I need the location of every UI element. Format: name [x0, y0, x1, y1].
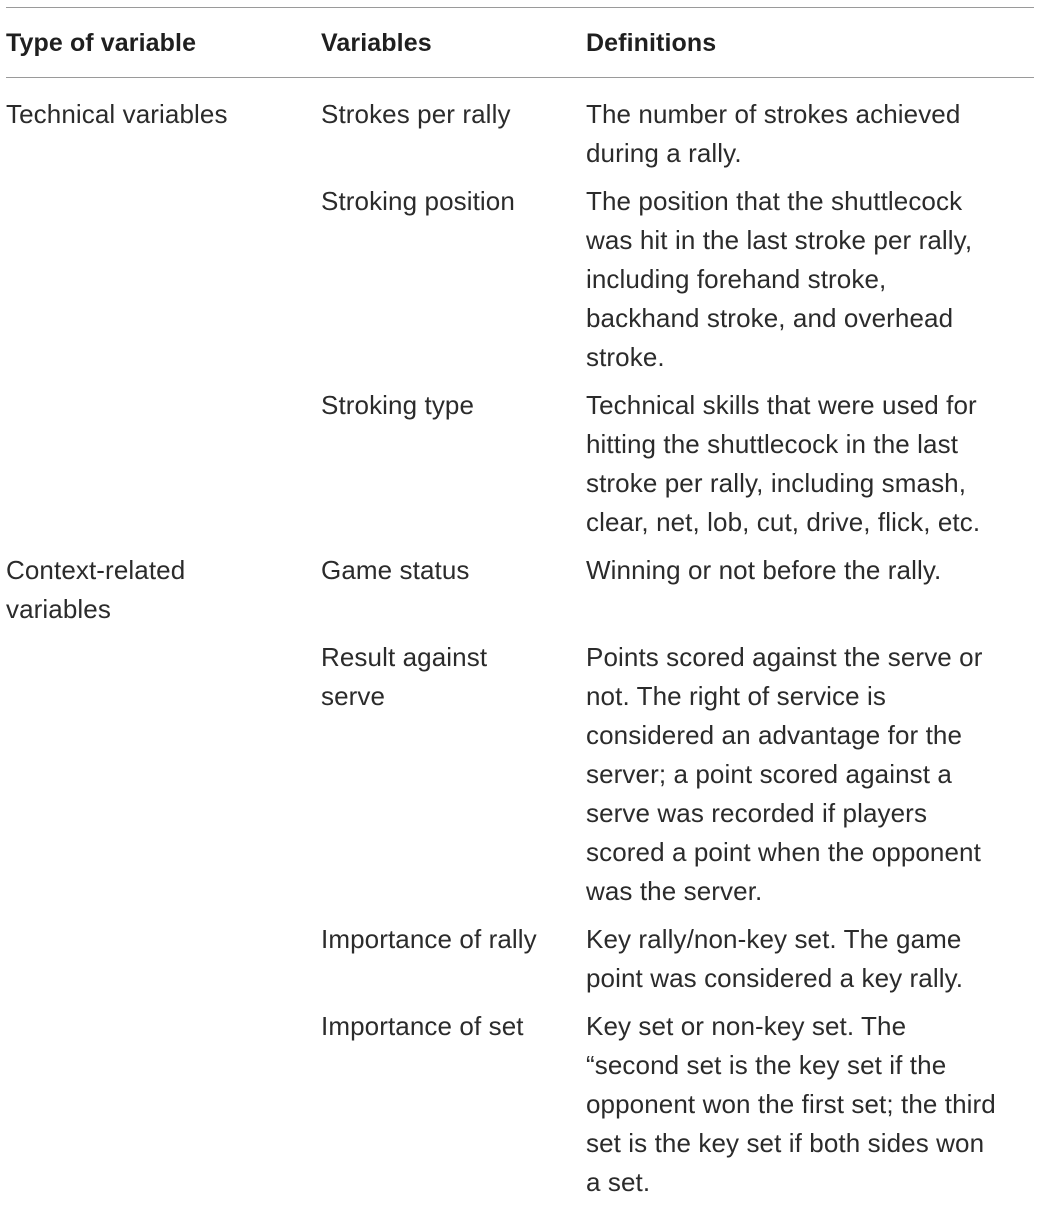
definition-line: was hit in the last stroke per rally,: [586, 225, 973, 255]
table-body: [6, 78, 1040, 1211]
variable-line: Importance of set: [321, 1011, 524, 1041]
table-row: [321, 1007, 1036, 1202]
table-row: [321, 95, 1036, 173]
variable-cell: [321, 95, 586, 134]
header-variables: Variables: [321, 28, 432, 57]
definition-line: stroke per rally, including smash,: [586, 468, 967, 498]
definition-line: was the server.: [586, 876, 763, 906]
definition-line: set is the key set if both sides won: [586, 1128, 985, 1158]
definition-line: during a rally.: [586, 138, 742, 168]
variable-cell: [321, 638, 586, 716]
table-row: [321, 551, 1036, 629]
definition-line: hitting the shuttlecock in the last: [586, 429, 959, 459]
definition-line: The position that the shuttlecock: [586, 186, 963, 216]
definition-line: Winning or not before the rally.: [586, 555, 942, 585]
table-group-context: [6, 551, 1040, 1211]
definition-line: The number of strokes achieved: [586, 99, 961, 129]
definition-line: a set.: [586, 1167, 651, 1197]
definition-cell: [586, 1007, 1036, 1202]
definition-line: serve was recorded if players: [586, 798, 928, 828]
definition-line: scored a point when the opponent: [586, 837, 981, 867]
table-row: [321, 920, 1036, 998]
variables-table: [6, 7, 1040, 1211]
header-type-of-variable: Type of variable: [6, 28, 197, 57]
definition-cell: [586, 182, 1036, 377]
group-rows: [321, 95, 1036, 551]
definition-line: Key rally/non-key set. The game: [586, 924, 962, 954]
definition-cell: [586, 638, 1036, 911]
group-type-cell: [6, 95, 321, 134]
table-row: [321, 638, 1036, 911]
group-type-line: Technical variables: [6, 99, 228, 129]
definition-line: backhand stroke, and overhead: [586, 303, 954, 333]
variable-cell: [321, 1007, 586, 1046]
group-type-line: variables: [6, 594, 111, 624]
table-header-row: [6, 8, 1040, 77]
spacer: [586, 590, 1036, 629]
variable-cell: [321, 551, 586, 590]
table-group-technical: [6, 95, 1040, 551]
variable-line: Stroking position: [321, 186, 515, 216]
table-row: [321, 386, 1036, 542]
group-type-line: Context-related: [6, 555, 186, 585]
table-row: [321, 182, 1036, 377]
variable-cell: [321, 386, 586, 425]
definition-line: Key set or non-key set. The: [586, 1011, 907, 1041]
variable-cell: [321, 182, 586, 221]
definition-line: Points scored against the serve or: [586, 642, 983, 672]
variable-line: Importance of rally: [321, 924, 537, 954]
definition-line: not. The right of service is: [586, 681, 887, 711]
definition-line: point was considered a key rally.: [586, 963, 964, 993]
variable-cell: [321, 920, 586, 959]
definition-line: opponent won the first set; the third: [586, 1089, 996, 1119]
definition-line: clear, net, lob, cut, drive, flick, etc.: [586, 507, 981, 537]
variable-line: serve: [321, 681, 386, 711]
group-type-cell: [6, 551, 321, 629]
group-rows: [321, 551, 1036, 1211]
variable-line: Strokes per rally: [321, 99, 511, 129]
definition-line: Technical skills that were used for: [586, 390, 977, 420]
definition-cell: [586, 920, 1036, 998]
definition-line: considered an advantage for the: [586, 720, 963, 750]
header-definitions: Definitions: [586, 28, 717, 57]
definition-line: server; a point scored against a: [586, 759, 952, 789]
definition-cell: [586, 95, 1036, 173]
variable-line: Game status: [321, 555, 470, 585]
definition-cell: [586, 551, 1036, 629]
variable-line: Stroking type: [321, 390, 475, 420]
definition-line: including forehand stroke,: [586, 264, 887, 294]
definition-line: stroke.: [586, 342, 665, 372]
definition-cell: [586, 386, 1036, 542]
definition-line: “second set is the key set if the: [586, 1050, 947, 1080]
variable-line: Result against: [321, 642, 488, 672]
